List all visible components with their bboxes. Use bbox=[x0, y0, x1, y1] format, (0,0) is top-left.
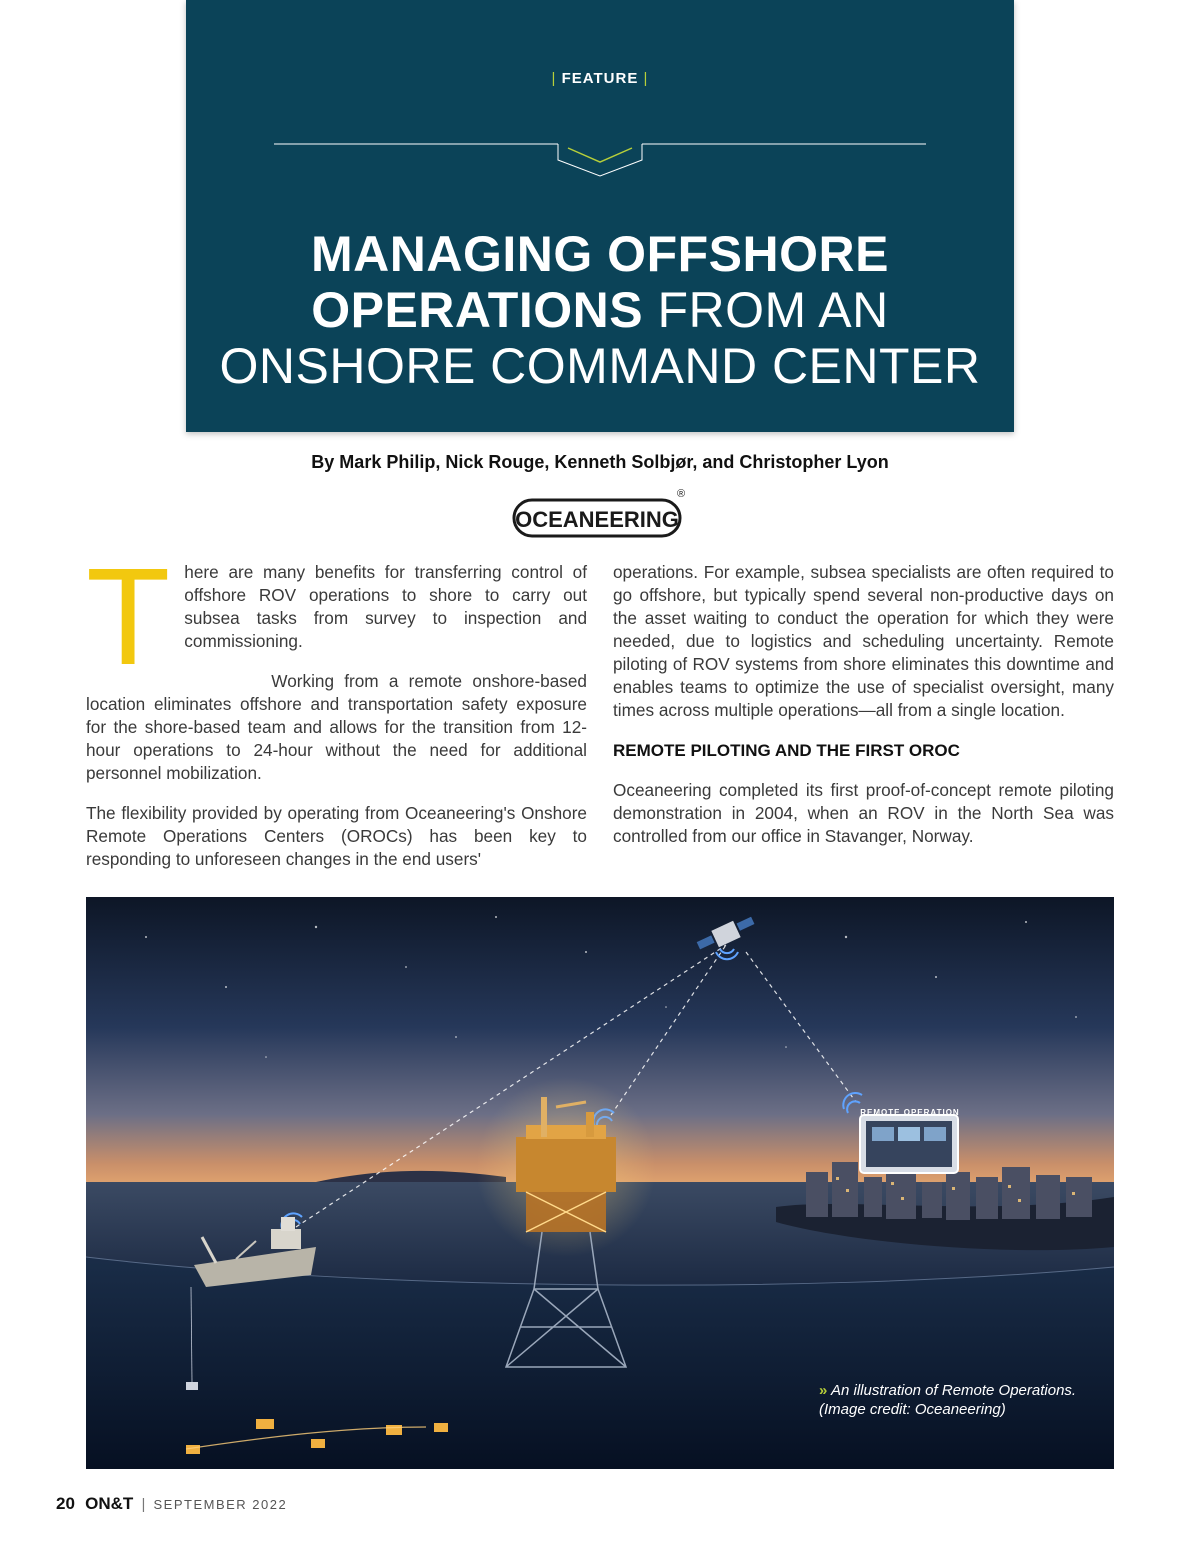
section-subhead: REMOTE PILOTING AND THE FIRST OROC bbox=[613, 741, 960, 760]
page-footer bbox=[56, 1494, 287, 1514]
caption-line-1: An illustration of Remote Operations. bbox=[830, 1382, 1077, 1399]
article-column-right bbox=[613, 561, 1114, 865]
paragraph-1-text: here are many benefits for transferring control of offshore ROV operations to shore to carry out subsea tasks from survey to inspection and commissioning. bbox=[184, 562, 587, 651]
feature-tag-label: FEATURE bbox=[561, 70, 639, 87]
page-title bbox=[186, 226, 1014, 394]
registered-mark: ® bbox=[676, 488, 686, 500]
title-line-3: ONSHORE COMMAND CENTER bbox=[219, 338, 981, 394]
remote-operations-illustration bbox=[86, 897, 1114, 1469]
tag-bar-right: | bbox=[643, 70, 649, 87]
paragraph-1 bbox=[86, 540, 587, 694]
magazine-logo: ON&T bbox=[85, 1494, 134, 1513]
page-number: 20 bbox=[56, 1494, 75, 1513]
article-column-left bbox=[86, 540, 587, 888]
figure-caption bbox=[819, 1381, 1099, 1419]
title-line-2-light: FROM AN bbox=[643, 282, 889, 338]
paragraph-3: The flexibility provided by operating from Oceaneering's Onshore Remote Operations Centers (OROCs) has been key to responding to unforeseen changes in the end users' bbox=[86, 803, 587, 869]
chevron-right-icon: » bbox=[819, 1382, 828, 1399]
remote-operation-label: REMOTE OPERATION bbox=[860, 1108, 960, 1117]
logo-text: OCEANEERING bbox=[515, 507, 679, 532]
caption-line-2: (Image credit: Oceaneering) bbox=[819, 1401, 1006, 1418]
issue-date: SEPTEMBER 2022 bbox=[153, 1497, 288, 1512]
tag-bar-left: | bbox=[551, 70, 557, 87]
footer-separator: | bbox=[141, 1496, 146, 1513]
chevron-divider-icon bbox=[274, 138, 926, 178]
oceaneering-logo bbox=[512, 486, 688, 540]
paragraph-5: Oceaneering completed its first proof-of-concept remote piloting demonstration in 2004, when an ROV in the North Sea was controlled from our office in Stavanger, Norway. bbox=[613, 780, 1114, 846]
title-line-1: MANAGING OFFSHORE bbox=[311, 226, 889, 282]
paragraph-2: Working from a remote onshore-based location eliminates offshore and transportation safety exposure for the shore-based team and allows for the transition from 12-hour operations to 24-hour without the need for additional personnel mobilization. bbox=[86, 671, 587, 783]
feature-header bbox=[186, 0, 1014, 432]
title-line-2-bold: OPERATIONS bbox=[311, 282, 644, 338]
feature-tag bbox=[186, 70, 1014, 87]
paragraph-4: operations. For example, subsea specialists are often required to go offshore, but typically spend several non-productive days on the asset waiting to conduct the operation for which they were needed, due to logistics and scheduling uncertainty. Remote piloting of ROV systems from shore eliminates this downtime and enables teams to optimize the use of specialist oversight, many times across multiple operations—all from a single location. bbox=[613, 562, 1114, 720]
drop-cap: T bbox=[86, 540, 171, 694]
byline: By Mark Philip, Nick Rouge, Kenneth Solbjør, and Christopher Lyon bbox=[311, 452, 889, 472]
